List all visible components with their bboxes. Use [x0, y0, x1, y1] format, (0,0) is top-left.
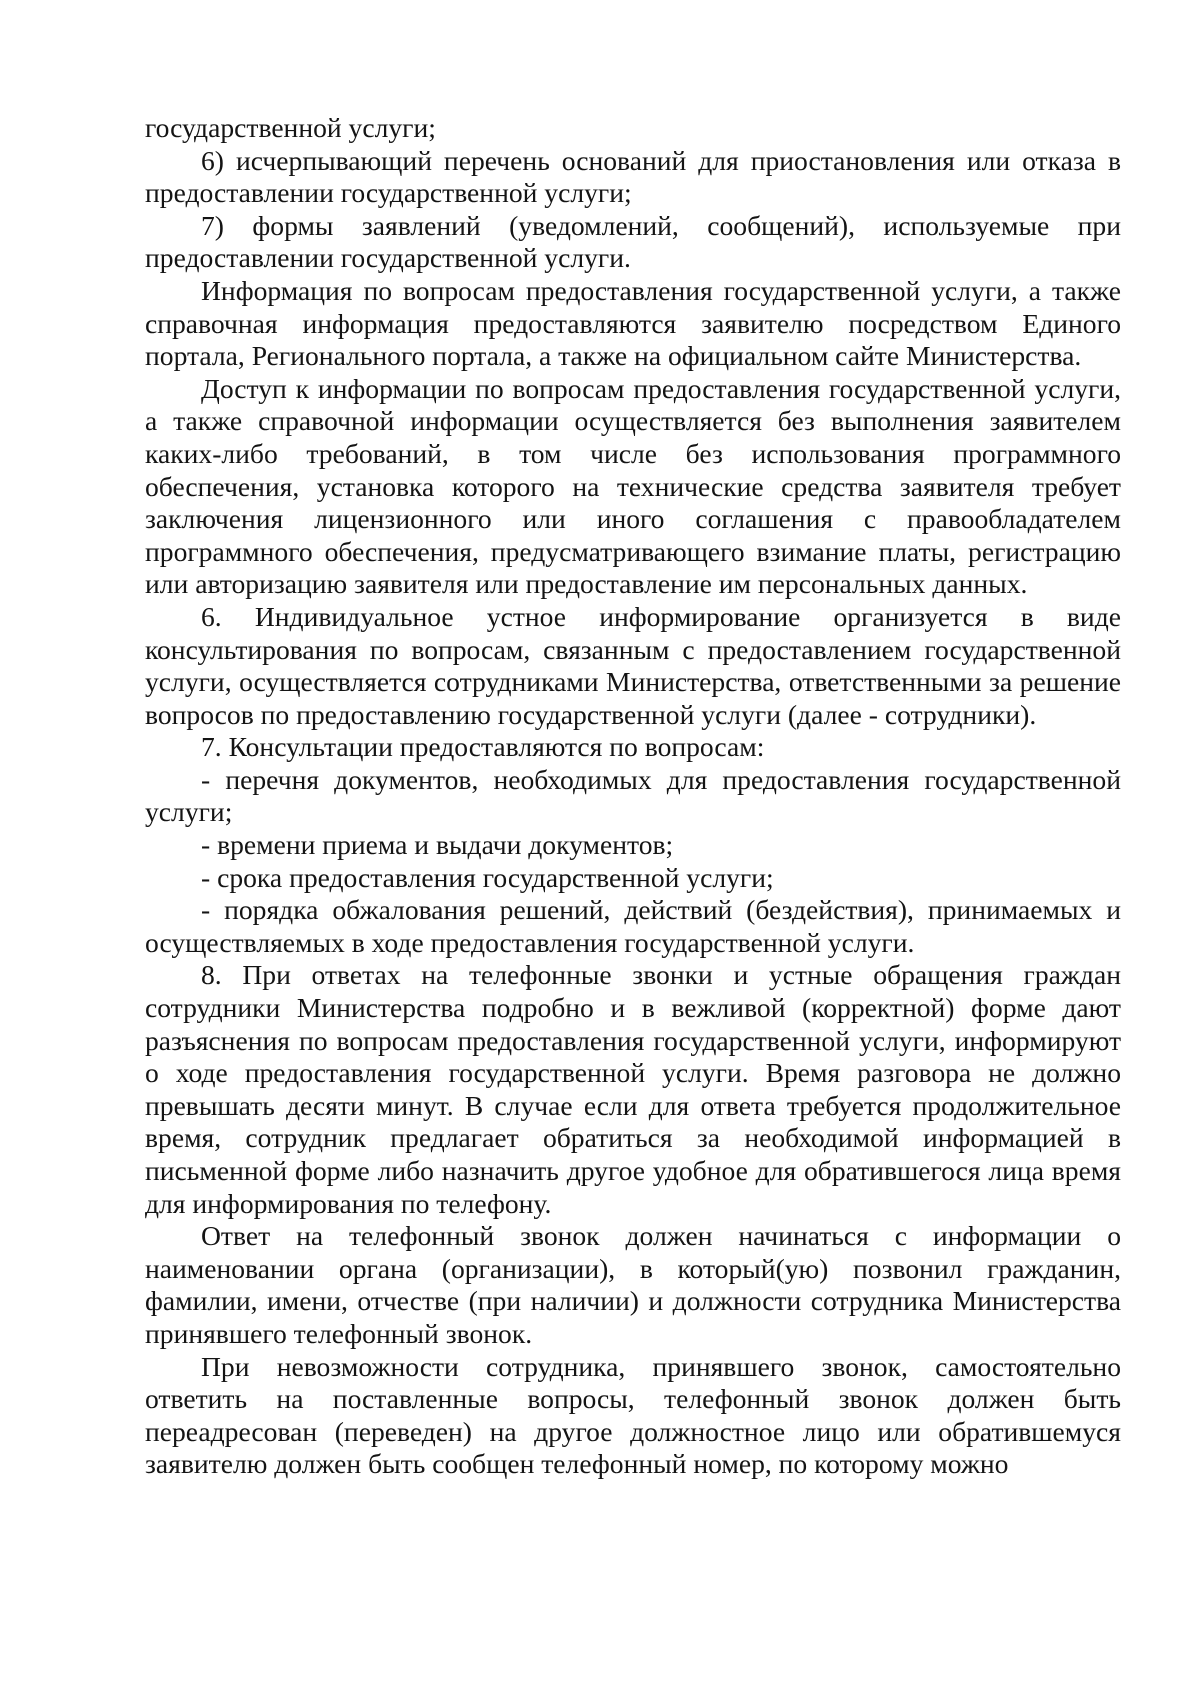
paragraph-call-answer: Ответ на телефонный звонок должен начинаться с информации о наименовании органа (организации), в который(ую) позвонил гражданин, фамилии, имени, отчестве (при наличии) и должности сотрудника Министерства принявшего телефонный звонок.	[145, 1220, 1121, 1349]
paragraph-item-7-forms: 7) формы заявлений (уведомлений, сообщений), используемые при предоставлении государственной услуги.	[145, 209, 1121, 274]
paragraph-information-portals: Информация по вопросам предоставления государственной услуги, а также справочная информация предоставляются заявителю посредством Единого портала, Регионального портала, а также на официальном сайте Министерства.	[145, 274, 1121, 372]
paragraph-continuation: государственной услуги;	[145, 112, 436, 143]
paragraph-section-8: 8. При ответах на телефонные звонки и устные обращения граждан сотрудники Министерства подробно и в вежливой (корректной) форме дают разъяснения по вопросам предоставления государственной услуги, информируют о ходе предоставления государственной услуги. Время разговора не должно превышать десяти минут. В случае если для ответа требуется продолжительное время, сотрудник предлагает обратиться за необходимой информацией в письменной форме либо назначить другое удобное для обратившегося лица время для информирования по телефону.	[145, 959, 1121, 1219]
paragraph-section-6: 6. Индивидуальное устное информирование организуется в виде консультирования по вопросам, связанным с предоставлением государственной услуги, осуществляется сотрудниками Министерства, ответственными за решение вопросов по предоставлению государственной услуги (далее - сотрудники).	[145, 600, 1121, 730]
paragraph-access-to-information: Доступ к информации по вопросам предоставления государственной услуги, а также справочной информации осуществляется без выполнения заявителем каких-либо требований, в том числе без использования программного обеспечения, установка которого на технические средства заявителя требует заключения лицензионного или иного соглашения с правообладателем программного обеспечения, предусматривающего взимание платы, регистрацию или авторизацию заявителя или предоставление им персональных данных.	[145, 372, 1121, 600]
paragraph-section-7: 7. Консультации предоставляются по вопросам:	[201, 731, 765, 763]
list-item-service-term: - срока предоставления государственной услуги;	[201, 861, 774, 893]
document-body	[145, 112, 1121, 1481]
paragraph-item-6-grounds: 6) исчерпывающий перечень оснований для приостановления или отказа в предоставлении государственной услуги;	[145, 144, 1121, 209]
list-item-appeal-procedure: - порядка обжалования решений, действий (бездействия), принимаемых и осуществляемых в ходе предоставления государственной услуги.	[145, 894, 1121, 958]
list-item-reception-time: - времени приема и выдачи документов;	[201, 829, 674, 861]
paragraph-call-redirect: При невозможности сотрудника, принявшего звонок, самостоятельно ответить на поставленные вопросы, телефонный звонок должен быть переадресован (переведен) на другое должностное лицо или обратившемуся заявителю должен быть сообщен телефонный номер, по которому можно	[145, 1350, 1121, 1480]
list-item-documents: - перечня документов, необходимых для предоставления государственной услуги;	[145, 763, 1121, 828]
